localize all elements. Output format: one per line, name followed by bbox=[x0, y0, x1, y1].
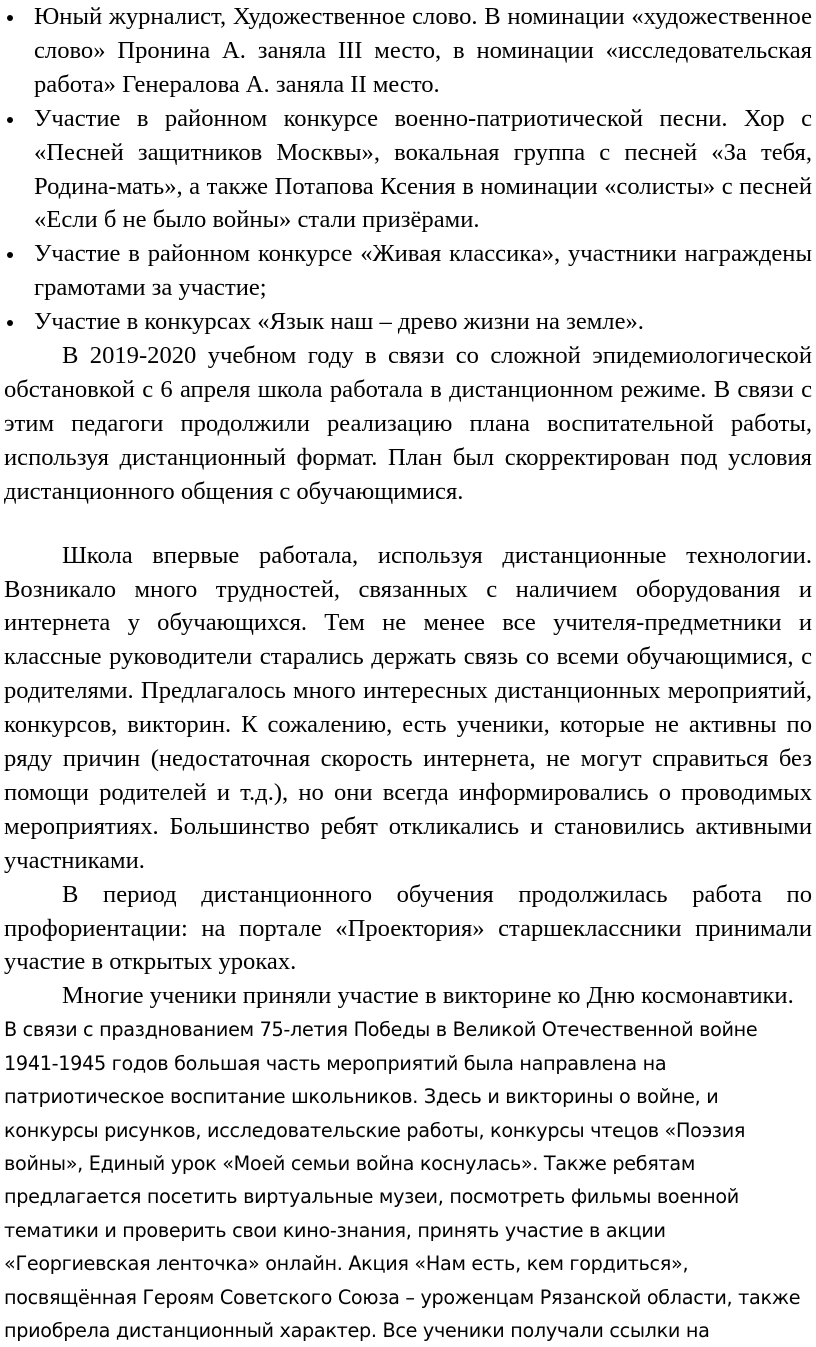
bullet-icon bbox=[7, 252, 13, 258]
list-item-text: Участие в районном конкурсе «Живая классика», участники награждены грамотами за участие; bbox=[34, 240, 812, 302]
paragraph-career-guidance: В период дистанционного обучения продолжилась работа по профориентации: на портале «Проектория» старшеклассники принимали участие в открытых уроках. bbox=[4, 880, 812, 976]
list-item-text: Юный журналист, Художественное слово. В номинации «художественное слово» Пронина А. заняла III место, в номинации «исследовательская работа» Генералова А. заняла II место. bbox=[34, 3, 812, 98]
list-item bbox=[4, 102, 812, 238]
bullet-icon bbox=[7, 15, 13, 21]
paragraph-remote-technologies: Школа впервые работала, используя дистанционные технологии. Возникало много трудностей, связанных с наличием оборудования и интернета у обучающихся. Тем не менее все учителя-предметники и классные руководители старались держать связь со всеми обучающимися, с родителями. Предлагалось много интересных дистанционных мероприятий, конкурсов, викторин. К сожалению, есть ученики, которые не активны по ряду причин (недостаточная скорость интернета, не могут справиться без помощи родителей и т.д.), но они всегда информировались о проводимых мероприятиях. Большинство ребят откликались и становились активными участниками. bbox=[4, 541, 812, 874]
paragraph-remote-mode: В 2019-2020 учебном году в связи со сложной эпидемиологической обстановкой с 6 апреля школа работала в дистанционном режиме. В связи с этим педагоги продолжили реализацию плана воспитательной работы, используя дистанционный формат. План был скорректирован под условия дистанционного общения с обучающимися. bbox=[4, 342, 812, 505]
paragraph-victory-anniversary: В связи с празднованием 75-летия Победы в Великой Отечественной войне 1941-1945 годов большая часть мероприятий была направлена на патриотическое воспитание школьников. Здесь и викторины о войне, и конкурсы рисунков, исследовательские работы, конкурсы чтецов «Поэзия войны», Единый урок «Моей семьи война коснулась». Также ребятам предлагается посетить виртуальные музеи, посмотреть фильмы военной тематики и проверить свои кино-знания, принять участие в акции «Георгиевская ленточка» онлайн. Акция «Нам есть, кем гордиться», посвящённая Героям Советского Союза – уроженцам Рязанской области, также приобрела дистанционный характер. Все ученики получали ссылки на bbox=[4, 1018, 801, 1342]
list-item bbox=[4, 237, 812, 305]
bullet-icon bbox=[7, 117, 13, 123]
list-item bbox=[4, 305, 812, 339]
list-item bbox=[4, 0, 812, 102]
bullet-icon bbox=[7, 320, 13, 326]
achievement-list bbox=[4, 0, 812, 339]
paragraph-cosmonautics-quiz: Многие ученики приняли участие в викторине ко Дню космонавтики. bbox=[62, 982, 794, 1010]
list-item-text: Участие в конкурсах «Язык наш – древо жизни на земле». bbox=[34, 308, 644, 336]
list-item-text: Участие в районном конкурсе военно-патриотической песни. Хор с «Песней защитников Москвы», вокальная группа с песней «За тебя, Родина-мать», а также Потапова Ксения в номинации «солисты» с песней «Если б не было войны» стали призёрами. bbox=[34, 104, 812, 234]
